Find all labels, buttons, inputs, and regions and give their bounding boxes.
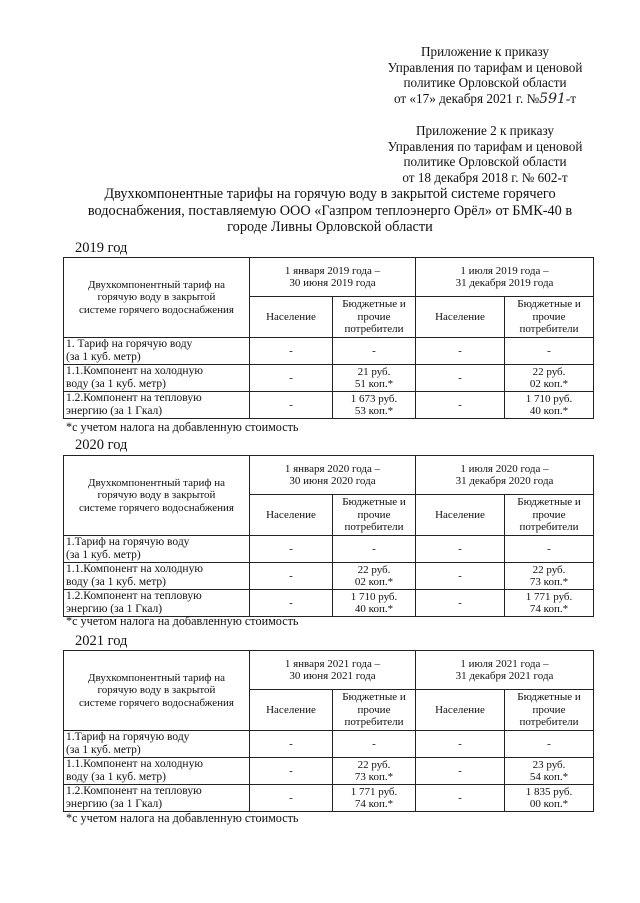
appendix-previous-line-2: Управления по тарифам и ценовой [387, 138, 583, 154]
text-line: 22 руб. [532, 365, 566, 378]
text-line: Бюджетные и [517, 298, 581, 311]
text-line: - [458, 569, 462, 582]
text-line: потребители [344, 323, 404, 336]
text-line: Население [435, 703, 485, 716]
period-2-population-value [416, 392, 505, 419]
period-1-budget-header [333, 297, 416, 338]
text-line: 22 руб. [532, 563, 566, 576]
text-line: прочие [357, 703, 391, 716]
text-line: Население [266, 508, 316, 521]
text-line: (за 1 куб. метр) [66, 549, 141, 561]
text-line: 1.Тариф на горячую воду [66, 536, 190, 548]
period-1-population-value [250, 758, 333, 785]
text-line: 40 коп.* [354, 603, 394, 615]
text-line: энергию (за 1 Гкал) [66, 603, 163, 615]
table-row [64, 785, 594, 812]
text-line: 30 июня 2021 года [289, 670, 376, 682]
text-line: 31 декабря 2020 года [455, 475, 554, 487]
text-line: Бюджетные и [342, 496, 406, 509]
table-row [64, 536, 594, 563]
handwritten-order-number: 591 [539, 90, 566, 107]
text-line: энергию (за 1 Гкал) [66, 798, 163, 810]
tariff-label-cell [64, 758, 250, 785]
period-1-header [250, 651, 416, 690]
appendix-previous-line-3: политике Орловской области [403, 154, 567, 169]
text-line: - [458, 344, 462, 357]
text-line: системе горячего водоснабжения [79, 501, 234, 514]
text-line: 51 коп.* [354, 378, 394, 390]
appendix-date-prefix: от «17» декабря 2021 г. № [393, 90, 540, 106]
period-2-header [416, 651, 594, 690]
period-2-population-value [416, 731, 505, 758]
text-line: (за 1 куб. метр) [66, 351, 141, 363]
period-1-budget-header [333, 495, 416, 536]
appendix-current-line-2: Управления по тарифам и ценовой [387, 59, 583, 75]
text-line: потребители [519, 716, 579, 729]
period-1-budget-value [333, 536, 416, 563]
text-line: 1.2.Компонент на тепловую [66, 392, 202, 404]
text-line: 1 января 2019 года – [284, 264, 381, 277]
row-header-cell [64, 651, 250, 731]
table-row [64, 590, 594, 617]
text-line: прочие [532, 310, 566, 323]
text-line: - [289, 344, 293, 357]
period-1-budget-value [333, 338, 416, 365]
appendix-current-header [355, 44, 615, 107]
period-2-budget-value [505, 731, 594, 758]
text-line: горячую воду в закрытой [97, 489, 216, 502]
text-line: 1 января 2021 года – [284, 657, 381, 670]
text-line: - [289, 791, 293, 804]
period-2-budget-header [505, 690, 594, 731]
text-line: - [458, 791, 462, 804]
period-2-budget-value [505, 392, 594, 419]
year-heading: 2020 год [75, 437, 128, 453]
text-line: 31 декабря 2021 года [455, 670, 554, 682]
period-1-population-value [250, 563, 333, 590]
period-1-budget-value [333, 563, 416, 590]
text-line: - [289, 569, 293, 582]
text-line: 1 771 руб. [350, 785, 398, 798]
text-line: Бюджетные и [517, 496, 581, 509]
period-2-header [416, 258, 594, 297]
text-line: - [458, 398, 462, 411]
text-line: прочие [357, 310, 391, 323]
text-line: - [372, 737, 376, 750]
text-line: 1 771 руб. [525, 590, 573, 603]
appendix-current-date-line [355, 91, 615, 108]
table-row [64, 563, 594, 590]
text-line: 31 декабря 2019 года [455, 277, 554, 289]
appendix-previous-header [355, 123, 615, 185]
period-1-budget-value [333, 365, 416, 392]
year-heading: 2021 год [75, 633, 128, 649]
period-1-budget-value [333, 758, 416, 785]
text-line: - [289, 764, 293, 777]
text-line: Двухкомпонентный тариф на [88, 476, 225, 489]
text-line: - [547, 542, 551, 555]
period-1-population-header [250, 297, 333, 338]
text-line: 30 июня 2020 года [289, 475, 376, 487]
text-line: энергию (за 1 Гкал) [66, 405, 163, 417]
text-line: 00 коп.* [529, 798, 569, 810]
text-line: - [547, 344, 551, 357]
text-line: 53 коп.* [354, 405, 394, 417]
table-row [64, 338, 594, 365]
text-line: Бюджетные и [342, 298, 406, 311]
period-2-population-header [416, 495, 505, 536]
text-line: - [458, 764, 462, 777]
text-line: 22 руб. [357, 563, 391, 576]
period-1-budget-value [333, 785, 416, 812]
period-2-budget-value [505, 365, 594, 392]
text-line: 54 коп.* [529, 771, 569, 783]
text-line: 1 673 руб. [350, 392, 398, 405]
period-1-population-value [250, 365, 333, 392]
period-1-budget-value [333, 392, 416, 419]
appendix-previous-line-4: от 18 декабря 2018 г. № 602-т [402, 169, 568, 185]
text-line: 1.2.Компонент на тепловую [66, 590, 202, 602]
period-1-population-value [250, 731, 333, 758]
period-2-population-header [416, 690, 505, 731]
tariff-label-cell [64, 392, 250, 419]
text-line: 73 коп.* [529, 576, 569, 588]
period-1-population-value [250, 536, 333, 563]
period-2-budget-value [505, 758, 594, 785]
period-2-population-value [416, 536, 505, 563]
text-line: 1.Тариф на горячую воду [66, 731, 190, 743]
period-1-budget-value [333, 590, 416, 617]
period-2-budget-value [505, 338, 594, 365]
appendix-date-suffix: -т [565, 90, 577, 106]
text-line: 1 июля 2021 года – [460, 657, 549, 670]
text-line: 1.1.Компонент на холодную [66, 563, 203, 575]
period-2-budget-header [505, 495, 594, 536]
appendix-previous-line-1: Приложение 2 к приказу [416, 123, 554, 138]
period-2-budget-value [505, 536, 594, 563]
tariff-label-cell [64, 365, 250, 392]
appendix-current-line-1: Приложение к приказу [420, 44, 550, 59]
document-title [70, 186, 590, 236]
tariff-label-cell [64, 536, 250, 563]
text-line: 02 коп.* [529, 378, 569, 390]
period-1-population-value [250, 590, 333, 617]
year-heading: 2019 год [75, 240, 128, 256]
period-2-population-value [416, 785, 505, 812]
text-line: горячую воду в закрытой [97, 291, 216, 304]
text-line: прочие [532, 508, 566, 521]
text-line: воду (за 1 куб. метр) [66, 771, 166, 783]
table-header-row-1 [64, 456, 594, 495]
text-line: потребители [519, 521, 579, 534]
text-line: прочие [357, 508, 391, 521]
text-line: - [289, 737, 293, 750]
text-line: прочие [532, 703, 566, 716]
text-line: потребители [519, 323, 579, 336]
text-line: 21 руб. [357, 365, 391, 378]
text-line: 30 июня 2019 года [289, 277, 376, 289]
row-header-cell [64, 258, 250, 338]
document-title-line-3: городе Ливны Орловской области [227, 219, 433, 235]
text-line: - [458, 737, 462, 750]
period-2-population-value [416, 590, 505, 617]
text-line: горячую воду в закрытой [97, 684, 216, 697]
text-line: 22 руб. [357, 758, 391, 771]
text-line: - [289, 371, 293, 384]
text-line: воду (за 1 куб. метр) [66, 378, 166, 390]
vat-footnote: *с учетом налога на добавленную стоимость [66, 614, 299, 628]
tariff-table [63, 455, 594, 617]
text-line: - [289, 542, 293, 555]
text-line: 1 710 руб. [350, 590, 398, 603]
table-row [64, 392, 594, 419]
text-line: Население [435, 310, 485, 323]
text-line: 02 коп.* [354, 576, 394, 588]
period-2-population-value [416, 338, 505, 365]
text-line: Бюджетные и [342, 691, 406, 704]
period-2-population-value [416, 758, 505, 785]
text-line: - [458, 542, 462, 555]
text-line: потребители [344, 521, 404, 534]
table-row [64, 731, 594, 758]
period-2-budget-value [505, 563, 594, 590]
text-line: потребители [344, 716, 404, 729]
text-line: 1 июля 2020 года – [460, 462, 549, 475]
vat-footnote: *с учетом налога на добавленную стоимость [66, 420, 299, 434]
document-title-line-1: Двухкомпонентные тарифы на горячую воду в закрытой системе горячего [104, 186, 556, 202]
text-line: 74 коп.* [529, 603, 569, 615]
period-1-population-value [250, 338, 333, 365]
text-line: 73 коп.* [354, 771, 394, 783]
text-line: системе горячего водоснабжения [79, 696, 234, 709]
text-line: 1.1.Компонент на холодную [66, 758, 203, 770]
text-line: 1 835 руб. [525, 785, 573, 798]
text-line: Население [266, 703, 316, 716]
text-line: 1.1.Компонент на холодную [66, 365, 203, 377]
table-row [64, 365, 594, 392]
period-1-population-value [250, 392, 333, 419]
table-header-row-1 [64, 258, 594, 297]
tariff-label-cell [64, 731, 250, 758]
table-row [64, 758, 594, 785]
text-line: Двухкомпонентный тариф на [88, 278, 225, 291]
text-line: 23 руб. [532, 758, 566, 771]
text-line: 1 января 2020 года – [284, 462, 381, 475]
text-line: - [289, 398, 293, 411]
text-line: - [458, 596, 462, 609]
text-line: 1. Тариф на горячую воду [66, 338, 193, 350]
tariff-label-cell [64, 785, 250, 812]
period-1-budget-value [333, 731, 416, 758]
period-2-population-header [416, 297, 505, 338]
period-1-budget-header [333, 690, 416, 731]
text-line: Бюджетные и [517, 691, 581, 704]
text-line: 1 июля 2019 года – [460, 264, 549, 277]
period-1-header [250, 258, 416, 297]
text-line: системе горячего водоснабжения [79, 303, 234, 316]
row-header-cell [64, 456, 250, 536]
text-line: 1.2.Компонент на тепловую [66, 785, 202, 797]
text-line: - [289, 596, 293, 609]
text-line: Двухкомпонентный тариф на [88, 671, 225, 684]
period-2-population-value [416, 563, 505, 590]
appendix-current-line-3: политике Орловской области [403, 75, 567, 90]
tariff-label-cell [64, 590, 250, 617]
text-line: Население [435, 508, 485, 521]
period-1-header [250, 456, 416, 495]
tariff-label-cell [64, 563, 250, 590]
period-1-population-value [250, 785, 333, 812]
text-line: - [372, 542, 376, 555]
period-2-header [416, 456, 594, 495]
text-line: - [458, 371, 462, 384]
vat-footnote: *с учетом налога на добавленную стоимость [66, 811, 299, 825]
document-title-line-2: водоснабжения, поставляемую ООО «Газпром теплоэнерго Орёл» от БМК-40 в [87, 202, 573, 219]
tariff-table [63, 650, 594, 812]
period-2-population-value [416, 365, 505, 392]
text-line: - [372, 344, 376, 357]
table-header-row-1 [64, 651, 594, 690]
tariff-table [63, 257, 594, 419]
text-line: 74 коп.* [354, 798, 394, 810]
text-line: 40 коп.* [529, 405, 569, 417]
text-line: воду (за 1 куб. метр) [66, 576, 166, 588]
period-2-budget-value [505, 590, 594, 617]
period-2-budget-value [505, 785, 594, 812]
text-line: (за 1 куб. метр) [66, 744, 141, 756]
tariff-label-cell [64, 338, 250, 365]
text-line: - [547, 737, 551, 750]
period-1-population-header [250, 690, 333, 731]
text-line: Население [266, 310, 316, 323]
period-2-budget-header [505, 297, 594, 338]
text-line: 1 710 руб. [525, 392, 573, 405]
period-1-population-header [250, 495, 333, 536]
